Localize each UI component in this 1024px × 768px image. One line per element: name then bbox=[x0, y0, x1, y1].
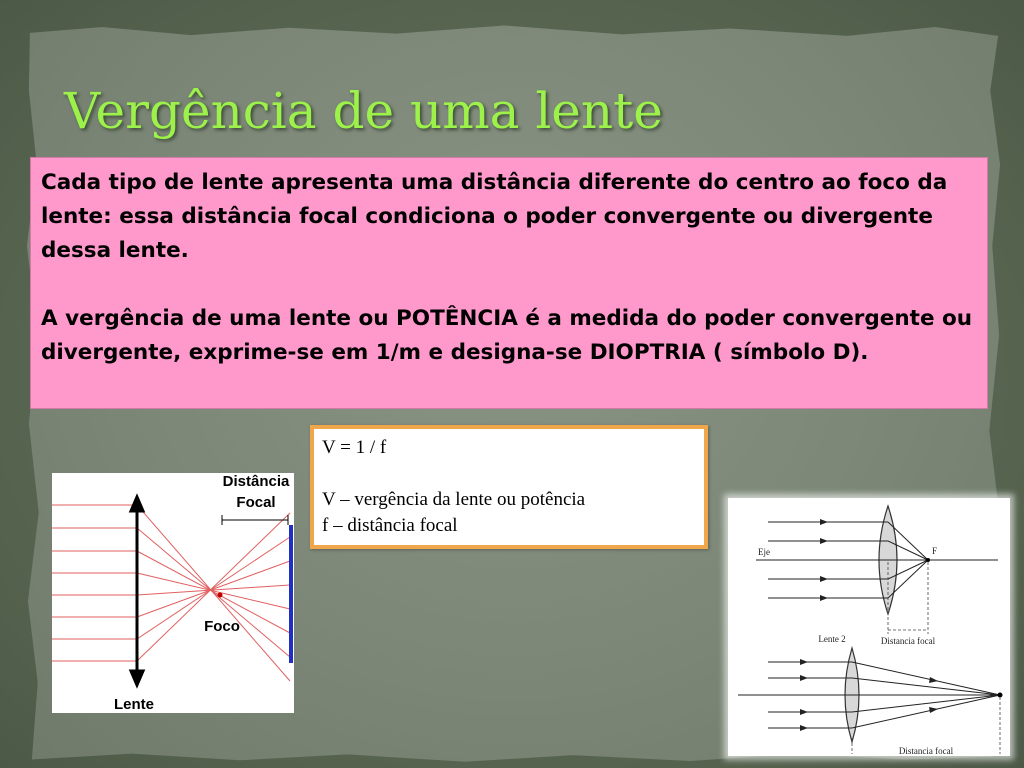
focal-1-label: Distancia focal bbox=[880, 636, 936, 646]
focal-bracket bbox=[222, 515, 288, 525]
lens-2-label: Lente 2 bbox=[818, 634, 846, 644]
refracted-rays bbox=[137, 505, 290, 681]
lens-focal-svg bbox=[52, 473, 294, 713]
formula-legend-v: V – vergência da lente ou potência bbox=[322, 489, 586, 510]
lens-focal-diagram bbox=[52, 473, 294, 713]
definition-paragraph-1: Cada tipo de lente apresenta uma distância diferente do centro ao foco da lente: essa distância focal condiciona o poder convergente ou divergente dessa lente. bbox=[41, 170, 948, 263]
lens-comparison-diagram bbox=[728, 498, 1010, 756]
formula-equation: V = 1 / f bbox=[322, 437, 387, 458]
formula-spacer bbox=[322, 461, 696, 487]
focus-2-point bbox=[998, 693, 1003, 698]
incoming-rays bbox=[52, 505, 137, 661]
lens-comparison-svg bbox=[728, 498, 1010, 756]
focus-1-label: F bbox=[932, 546, 938, 556]
focal-label-line1: Distância bbox=[222, 473, 290, 490]
formula-box bbox=[310, 425, 708, 549]
focus-label: Foco bbox=[204, 618, 240, 635]
definition-paragraph-2: A vergência de uma lente ou POTÊNCIA é a medida do poder convergente ou divergente, exprime-se em 1/m e designa-se DIOPTRIA ( símbolo D). bbox=[41, 306, 973, 365]
focus-1-point bbox=[926, 558, 930, 562]
focal-label-line2: Focal bbox=[236, 494, 276, 511]
lens-label: Lente bbox=[113, 696, 155, 713]
definition-box bbox=[30, 157, 988, 409]
formula-legend-f: f – distância focal bbox=[322, 515, 458, 536]
slide-title: Vergência de uma lente bbox=[64, 82, 663, 140]
focal-2-label: Distancia focal bbox=[898, 746, 954, 756]
focus-point bbox=[218, 593, 223, 598]
axis-label: Eje bbox=[758, 547, 770, 557]
